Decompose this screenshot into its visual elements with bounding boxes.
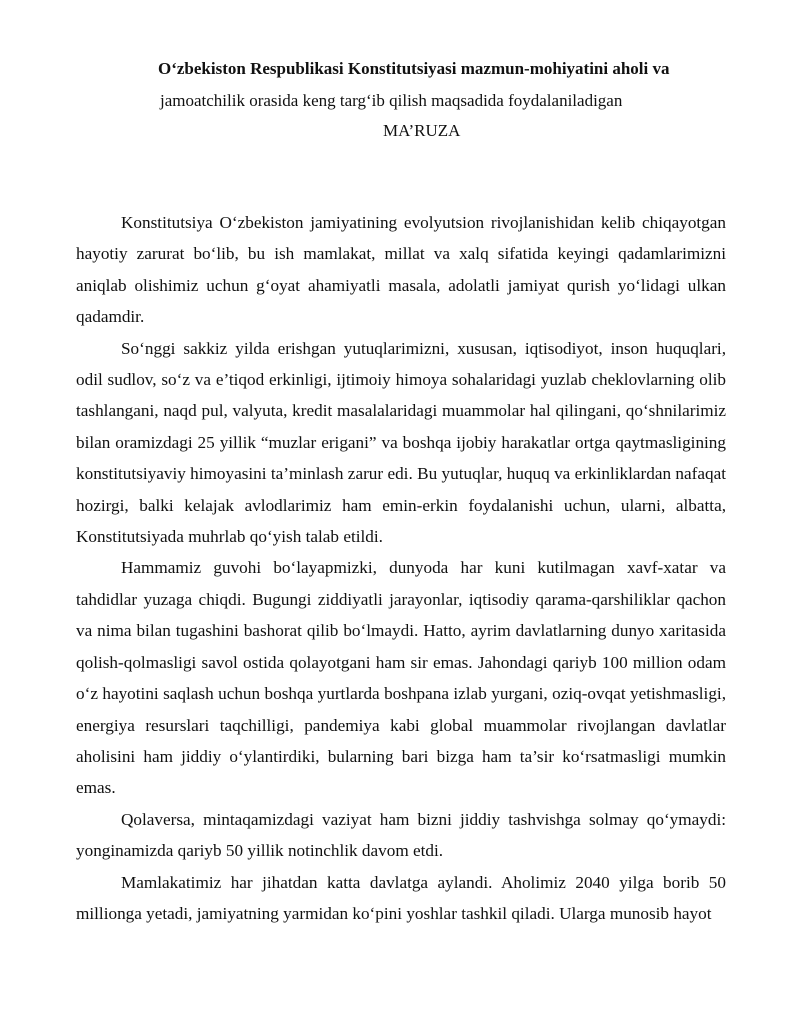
paragraph-3: Hammamiz guvohi bo‘layapmizki, dunyoda har kuni kutilmagan xavf-xatar va tahdidlar yuzaga chiqdi. Bugungi ziddiyatli jarayonlar, iqtisodiy qarama-qarshiliklar qachon va nima bilan tugashini bashorat qilib bo‘lmaydi. Hatto, ayrim davlatlarning dunyo xaritasida qolish-qolmasligi savol ostida qolayotgani ham sir emas. Jahondagi qariyb 100 million odam o‘z hayotini saqlash uchun boshqa yurtlarda boshpana izlab yurgani, oziq-ovqat yetishmasligi, energiya resurslari taqchilligi, pandemiya kabi global muammolar rivojlangan davlatlar aholisini ham jiddiy o‘ylantirdiki, bularning bari bizga ham ta’sir ko‘rsatmasligi mumkin emas. xyxy=(76,558,726,798)
document-title-line-1: O‘zbekiston Respublikasi Konstitutsiyasi mazmun-mohiyatini aholi va xyxy=(158,59,670,78)
paragraph-4: Qolaversa, mintaqamizdagi vaziyat ham bizni jiddiy tashvishga solmay qo‘ymaydi: yonginamizda qariyb 50 yillik notinchlik davom etdi. xyxy=(76,809,726,861)
document-title-line-2: jamoatchilik orasida keng targ‘ib qilish maqsadida foydalaniladigan xyxy=(160,91,623,110)
document-title-maruza: MA’RUZA xyxy=(383,121,461,140)
paragraph-5: Mamlakatimiz har jihatdan katta davlatga aylandi. Aholimiz 2040 yilga borib 50 millionga yetadi, jamiyatning yarmidan ko‘pini yoshlar tashkil qiladi. Ularga munosib hayot xyxy=(76,872,726,923)
document-body xyxy=(76,207,726,929)
paragraph-1: Konstitutsiya O‘zbekiston jamiyatining evolyutsion rivojlanishidan kelib chiqayotgan hayotiy zarurat bo‘lib, bu ish mamlakat, millat va xalq sifatida keyingi qadamlarimizni aniqlab olishimiz uchun g‘oyat ahamiyatli masala, adolatli jamiyat qurish yo‘lidagi ulkan qadamdir. xyxy=(76,213,726,327)
paragraph-2: So‘nggi sakkiz yilda erishgan yutuqlarimizni, xususan, iqtisodiyot, inson huquqlari, odil sudlov, so‘z va e’tiqod erkinligi, ijtimoiy himoya sohalaridagi yuzlab cheklovlarning olib tashlangani, naqd pul, valyuta, kredit masalalaridagi muammolar hal qilingani, qo‘shnilarimiz bilan oramizdagi 25 yillik “muzlar erigani” va boshqa ijobiy harakatlar ortga qaytmasligining konstitutsiyaviy himoyasini ta’minlash zarur edi. Bu yutuqlar, huquq va erkinliklardan nafaqat hozirgi, balki kelajak avlodlarimiz ham emin-erkin foydalanishi uchun, ularni, albatta, Konstitutsiyada muhrlab qo‘yish talab etildi. xyxy=(76,338,726,547)
